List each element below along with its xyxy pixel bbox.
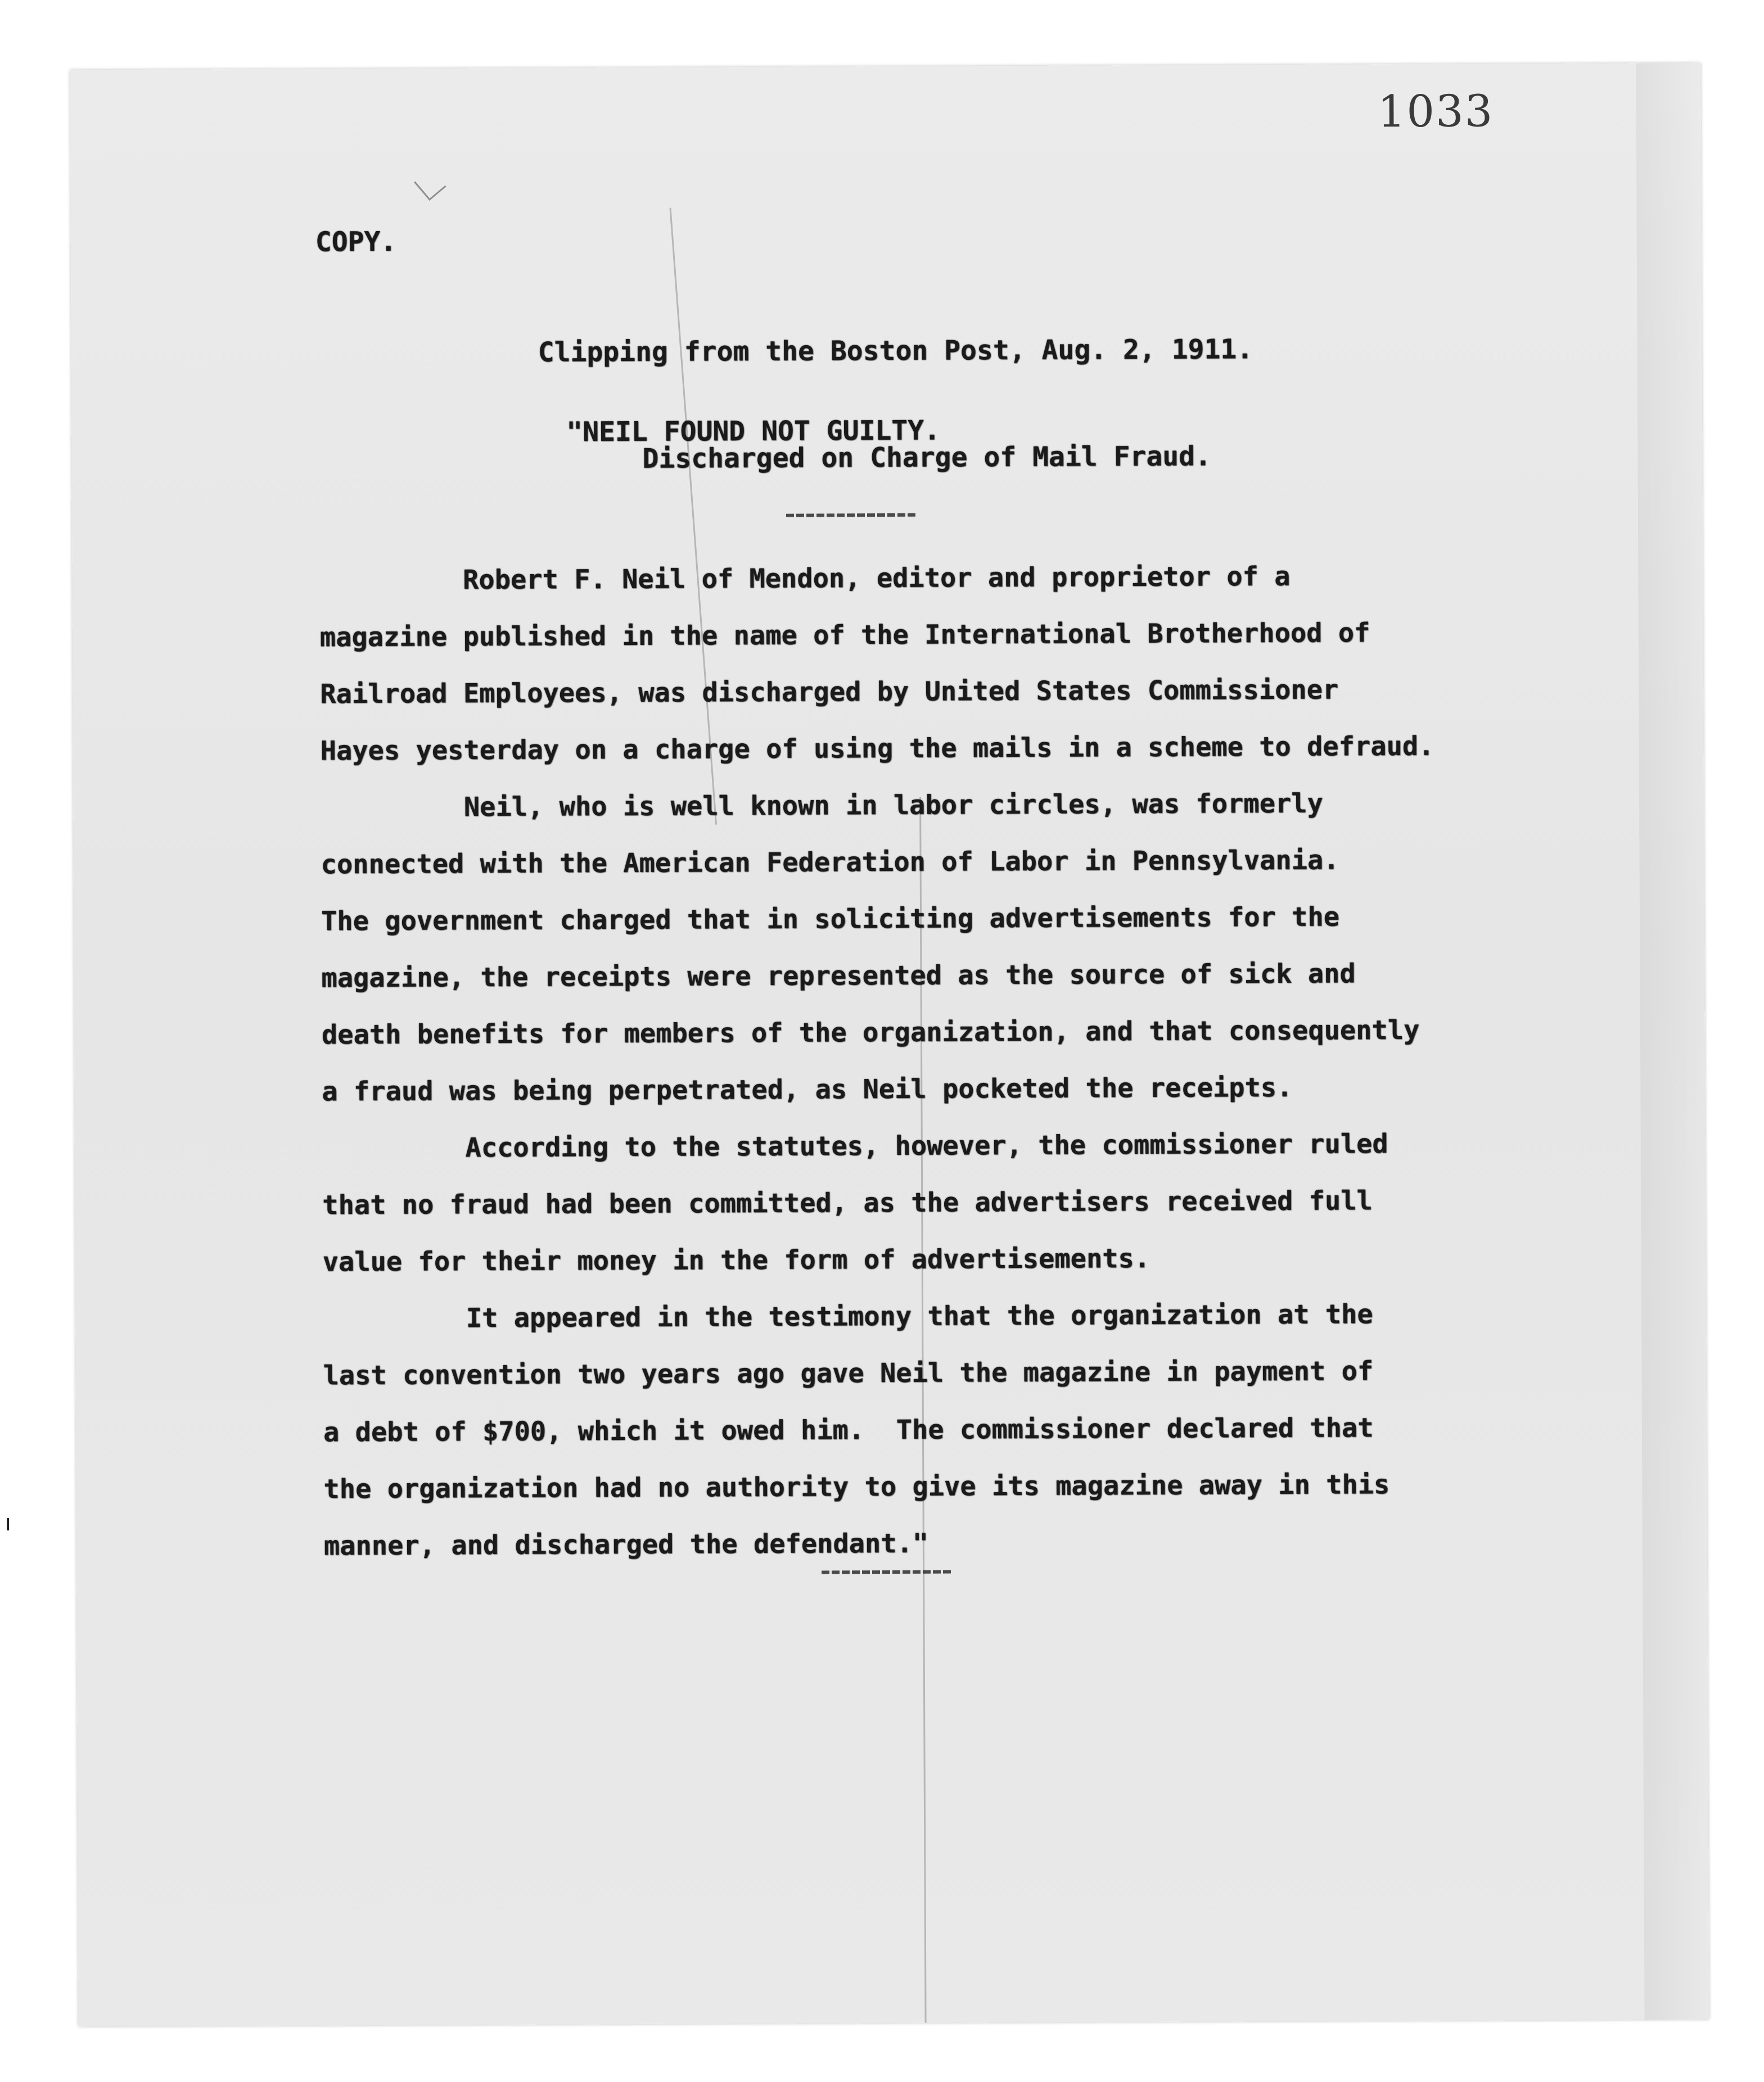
body-line: death benefits for members of the organization, and that consequently: [321, 1014, 1420, 1051]
page-number: 1033: [1377, 86, 1494, 138]
body-line: a fraud was being perpetrated, as Neil pocketed the receipts.: [322, 1072, 1293, 1108]
body-line: manner, and discharged the defendant.": [323, 1528, 929, 1562]
body-line: Railroad Employees, was discharged by United States Commissioner: [320, 674, 1339, 710]
check-mark-icon: [414, 168, 446, 201]
body-line: Robert F. Neil of Mendon, editor and proprietor of a: [319, 561, 1291, 597]
body-line: magazine published in the name of the International Brotherhood of: [319, 617, 1370, 653]
divider-rule: [786, 513, 915, 517]
body-line: value for their money in the form of advertisements.: [322, 1243, 1151, 1278]
body-line: According to the statutes, however, the commissioner ruled: [322, 1128, 1388, 1164]
body-line: It appeared in the testimony that the organization at the: [322, 1299, 1373, 1335]
body-line: last convention two years ago gave Neil the magazine in payment of: [323, 1356, 1374, 1392]
body-line: a debt of $700, which it owed him. The commissioner declared that: [323, 1412, 1374, 1448]
sheet-edge-shadow: [1636, 63, 1709, 2020]
body-line: Hayes yesterday on a charge of using the mails in a scheme to defraud.: [320, 730, 1434, 767]
body-line: the organization had no authority to give its magazine away in this: [323, 1469, 1390, 1505]
clipping-source-line: Clipping from the Boston Post, Aug. 2, 1911.: [538, 333, 1253, 368]
body-line: The government charged that in soliciting advertisements for the: [321, 901, 1340, 937]
subheadline: Discharged on Charge of Mail Fraud.: [642, 440, 1212, 475]
body-line: that no fraud had been committed, as the advertisers received full: [322, 1185, 1373, 1221]
headline: "NEIL FOUND NOT GUILTY.: [566, 414, 941, 448]
margin-mark: [7, 1518, 9, 1530]
document-sheet: [70, 63, 1709, 2027]
copy-mark: COPY.: [315, 225, 397, 258]
body-line: magazine, the receipts were represented as the source of sick and: [321, 958, 1356, 994]
body-line: connected with the American Federation of Labor in Pennsylvania.: [321, 844, 1339, 880]
divider-rule: [822, 1570, 951, 1574]
body-line: Neil, who is well known in labor circles, was formerly: [321, 788, 1323, 824]
article-body: [319, 547, 1583, 1575]
